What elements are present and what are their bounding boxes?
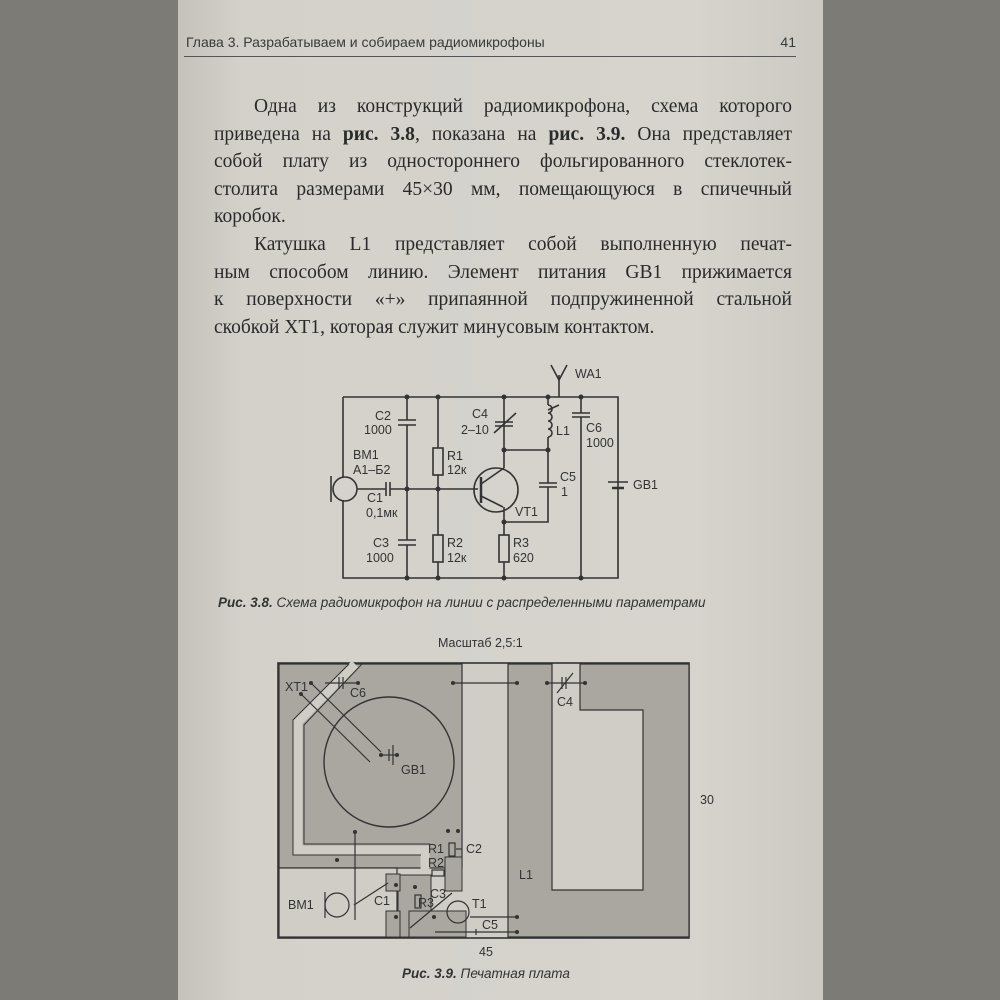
label-c3: C3 bbox=[373, 536, 389, 550]
pcb-label-t1: T1 bbox=[472, 897, 487, 911]
caption-text: Схема радиомикрофон на линии с распределенными параметрами bbox=[272, 595, 706, 610]
pcb-scale-label: Масштаб 2,5:1 bbox=[438, 636, 523, 650]
label-bm1-type: А1–Б2 bbox=[353, 463, 391, 477]
text-segment: приведена на bbox=[214, 123, 343, 145]
pcb-label-c6: C6 bbox=[350, 686, 366, 700]
pcb-label-c3: C3 bbox=[430, 887, 446, 901]
label-c4-value: 2–10 bbox=[461, 423, 489, 437]
caption-fig-3-9 bbox=[402, 966, 570, 981]
page-number: 41 bbox=[780, 34, 796, 50]
text-segment: Катушка L1 представляет собой выполненную печат- bbox=[254, 233, 792, 255]
label-c1-value: 0,1мк bbox=[366, 506, 398, 520]
label-r2: R2 bbox=[447, 536, 463, 550]
label-c4: C4 bbox=[472, 407, 488, 421]
figure-reference: рис. 3.8 bbox=[342, 123, 415, 145]
pcb-dimension-height: 30 bbox=[700, 793, 714, 807]
text-segment: скобкой XT1, которая служит минусовым контактом. bbox=[214, 316, 655, 338]
caption-text: Печатная плата bbox=[456, 966, 570, 981]
copper-battery-pad bbox=[279, 664, 462, 868]
text-segment: коробок. bbox=[214, 206, 286, 228]
pcb-dimension-width: 45 bbox=[479, 945, 493, 959]
label-r3-value: 620 bbox=[513, 551, 534, 565]
label-c6: C6 bbox=[586, 421, 602, 435]
label-c1: C1 bbox=[367, 491, 383, 505]
text-segment: собой плату из одностороннего фольгированного стеклотек- bbox=[214, 151, 792, 173]
label-l1: L1 bbox=[556, 424, 570, 438]
label-bm1: BM1 bbox=[353, 448, 379, 462]
pcb-label-gb1: GB1 bbox=[401, 763, 427, 777]
pcb-label-c1: C1 bbox=[374, 894, 390, 908]
label-c6-value: 1000 bbox=[586, 436, 614, 450]
pcb-fig-3-9 bbox=[278, 636, 714, 959]
pcb-label-c4: C4 bbox=[557, 695, 573, 709]
pcb-label-c2: C2 bbox=[466, 842, 482, 856]
caption-number: Рис. 3.9. bbox=[402, 966, 457, 981]
resistor-r1 bbox=[433, 448, 443, 475]
pcb-label-r2: R2 bbox=[428, 856, 444, 870]
label-r3: R3 bbox=[513, 536, 529, 550]
text-segment: Одна из конструкций радиомикрофона, схема которого bbox=[254, 96, 792, 117]
text-segment: Она представляет bbox=[625, 123, 792, 145]
label-c2: C2 bbox=[375, 409, 391, 423]
text-segment: , показана на bbox=[414, 123, 549, 145]
pcb-label-bm1: BM1 bbox=[288, 898, 314, 912]
label-vt1: VT1 bbox=[515, 505, 538, 519]
label-r2-value: 12к bbox=[447, 551, 467, 565]
label-wa1: WA1 bbox=[575, 367, 602, 381]
label-gb1: GB1 bbox=[633, 478, 659, 492]
pcb-label-r3: R3 bbox=[418, 896, 434, 910]
pcb-label-l1: L1 bbox=[519, 868, 533, 882]
label-c5-value: 1 bbox=[561, 485, 568, 499]
pcb-label-c5: C5 bbox=[482, 918, 498, 932]
caption-number: Рис. 3.8. bbox=[218, 595, 273, 610]
resistor-r3 bbox=[499, 535, 509, 562]
label-c5: C5 bbox=[560, 470, 576, 484]
label-c2-value: 1000 bbox=[364, 423, 392, 437]
text-segment: столита размерами 45×30 мм, помещающуюся в спичечный bbox=[214, 178, 792, 200]
chapter-title: Глава 3. Разрабатываем и собираем радиомикрофоны bbox=[186, 34, 545, 50]
label-c3-value: 1000 bbox=[366, 551, 394, 565]
microphone-symbol bbox=[333, 477, 357, 501]
text-segment: ным способом линию. Элемент питания GB1 прижимается bbox=[214, 261, 792, 283]
label-r1-value: 12к bbox=[447, 463, 467, 477]
caption-fig-3-8 bbox=[218, 595, 705, 610]
pcb-label-r1: R1 bbox=[428, 842, 444, 856]
pcb-label-xt1: XT1 bbox=[285, 680, 308, 694]
text-segment: к поверхности «+» припаянной подпружиненной стальной bbox=[214, 289, 792, 311]
label-r1: R1 bbox=[447, 449, 463, 463]
figure-reference: рис. 3.9. bbox=[548, 123, 626, 145]
resistor-r2 bbox=[433, 535, 443, 562]
